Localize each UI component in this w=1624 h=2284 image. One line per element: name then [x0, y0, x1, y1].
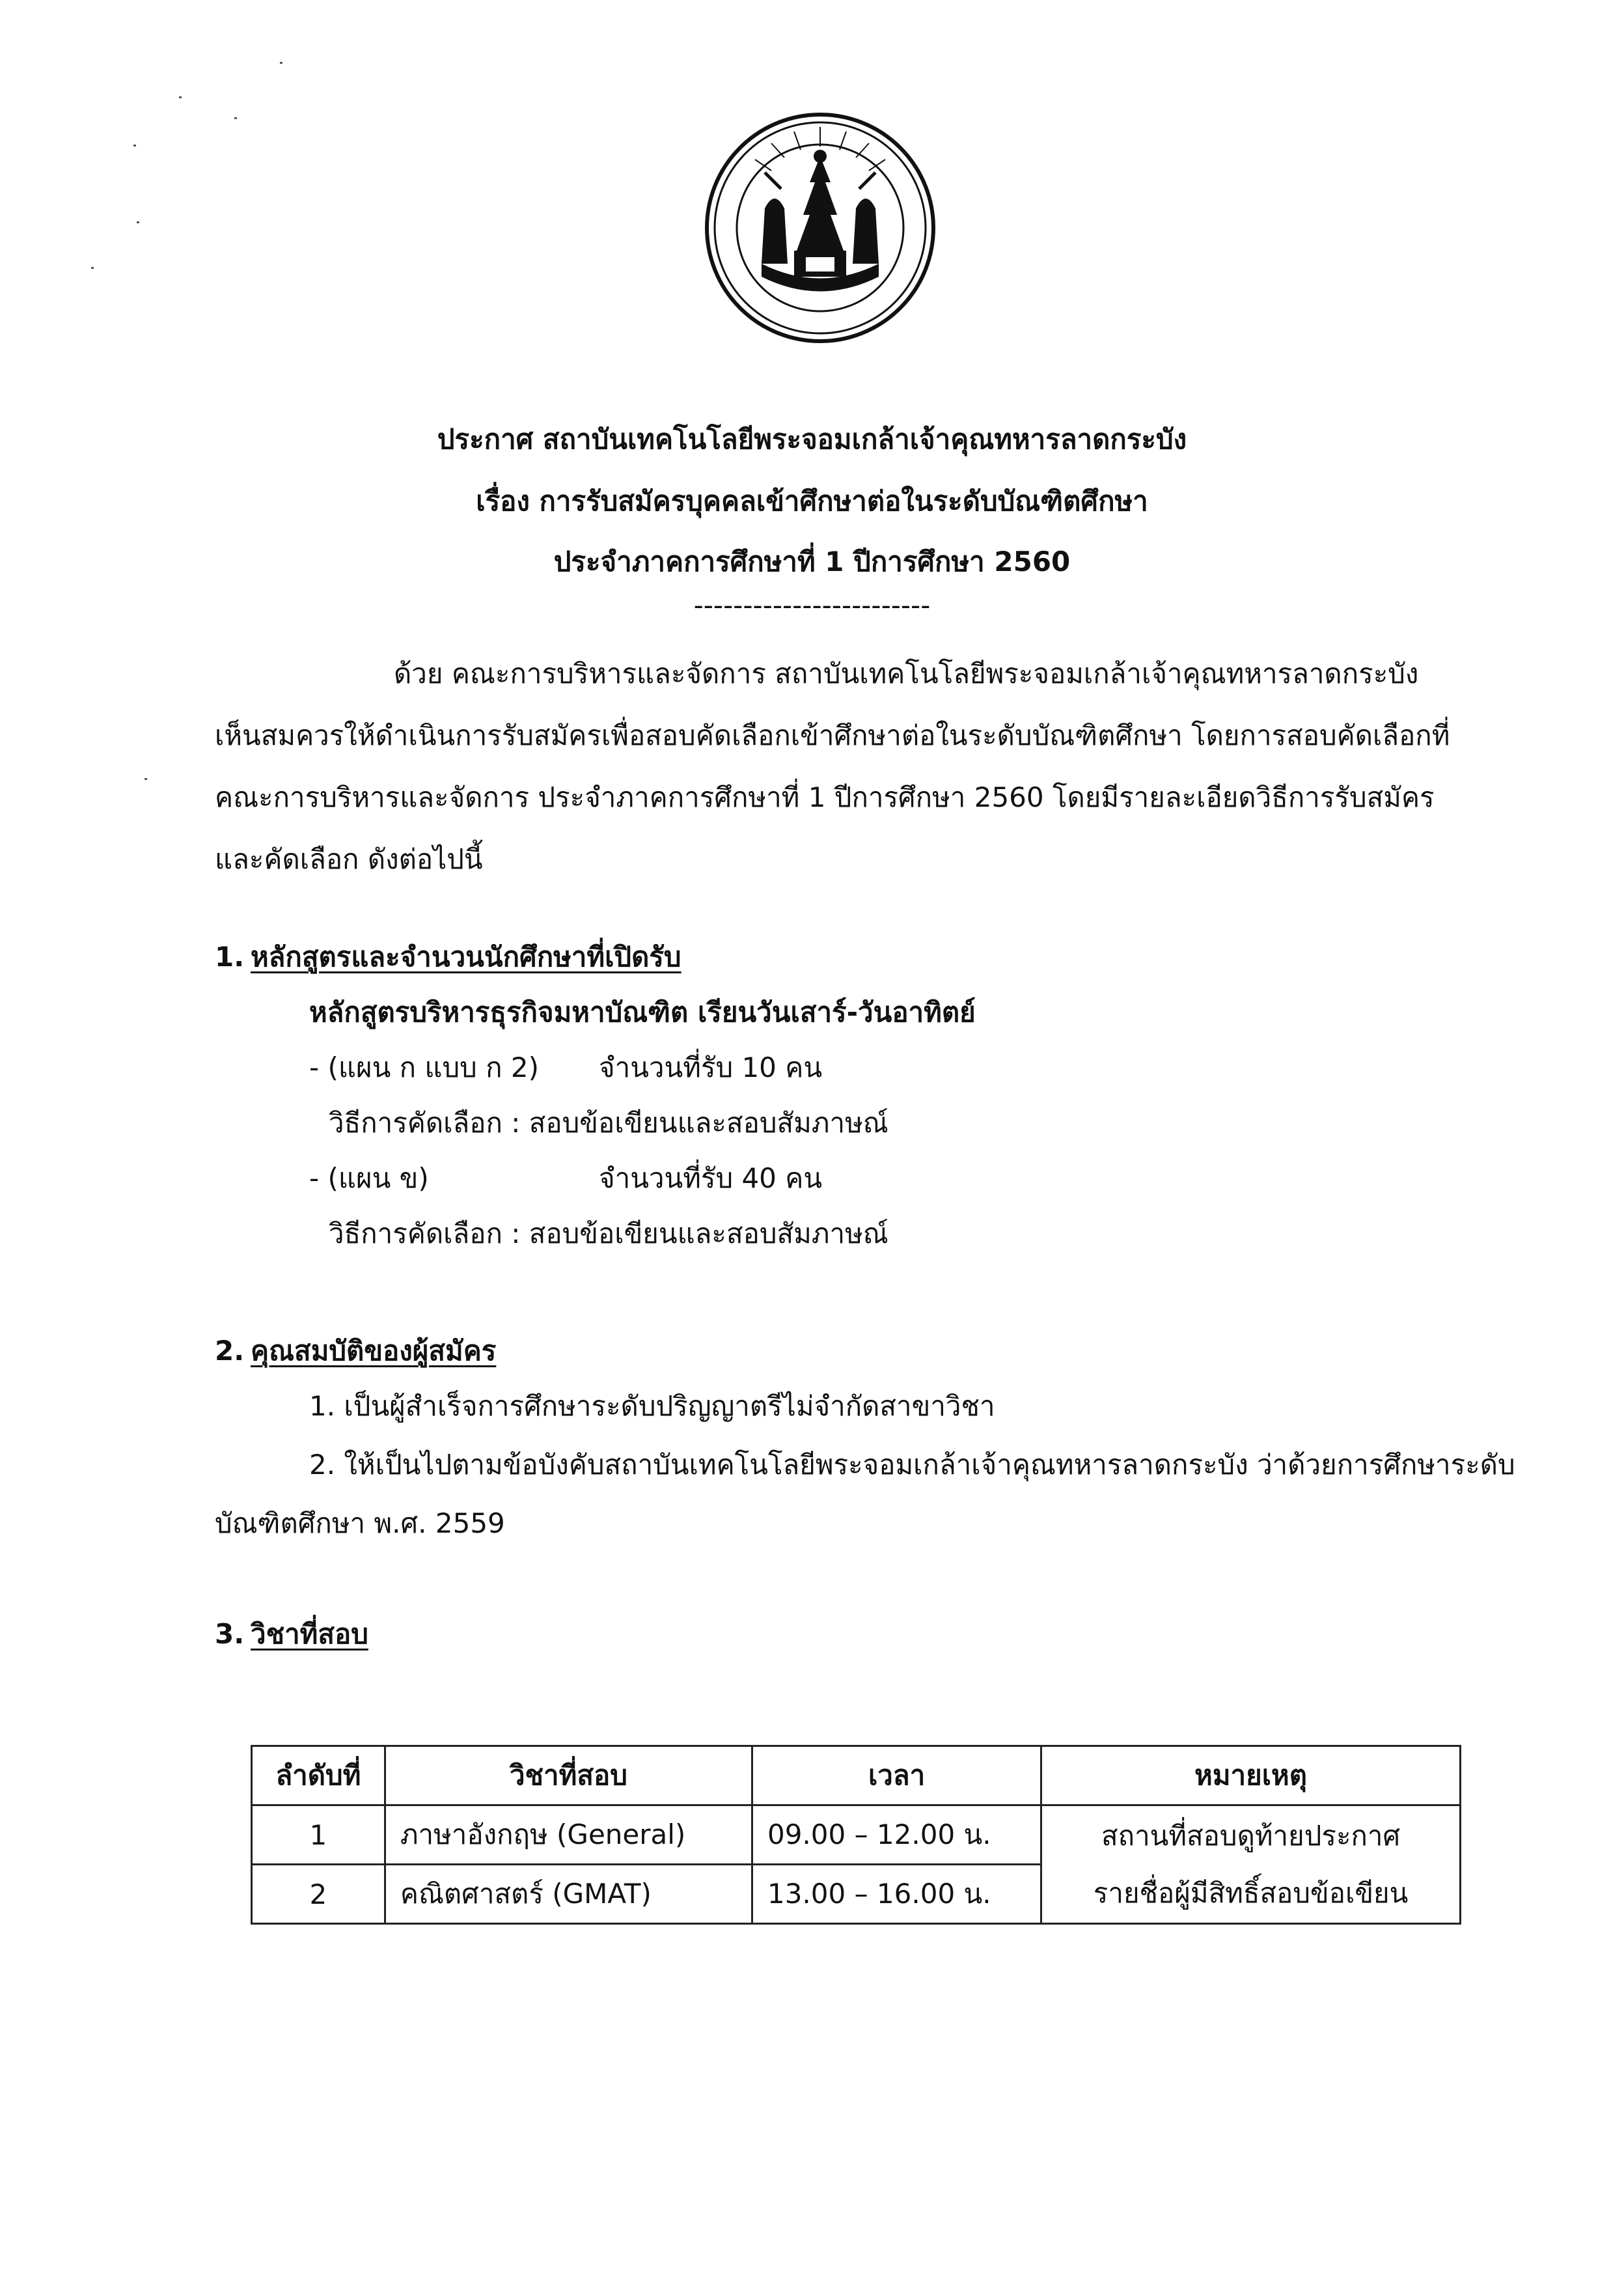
scan-speck: [234, 117, 237, 119]
table-row: [252, 1805, 1461, 1865]
plan-a-label: - (แผน ก แบบ ก 2): [309, 1051, 540, 1083]
column-header-subject: วิชาที่สอบ: [385, 1746, 752, 1805]
qualification-item-2-cont: บัณฑิตศึกษา พ.ศ. 2559: [215, 1507, 505, 1539]
intro-line-4: และคัดเลือก ดังต่อไปนี้: [215, 843, 483, 875]
scan-speck: [137, 221, 139, 223]
scan-speck: [133, 145, 136, 146]
exam-schedule-table: [251, 1745, 1461, 1925]
column-header-order: ลำดับที่: [252, 1746, 385, 1805]
qualification-item-1: 1. เป็นผู้สำเร็จการศึกษาระดับปริญญาตรีไม่จำกัดสาขาวิชา: [309, 1390, 995, 1422]
section-3-number: 3.: [215, 1618, 245, 1650]
exam-note-line-1: สถานที่สอบดูท้ายประกาศ: [1101, 1819, 1401, 1852]
intro-line-3: คณะการบริหารและจัดการ ประจำภาคการศึกษาที่ 1 ปีการศึกษา 2560 โดยมีรายละเอียดวิธีการรับสมัคร: [215, 781, 1435, 813]
section-1-title: หลักสูตรและจำนวนนักศึกษาที่เปิดรับ: [251, 941, 681, 973]
scan-speck: [145, 778, 147, 780]
plan-a-method: วิธีการคัดเลือก : สอบข้อเขียนและสอบสัมภาษณ์: [329, 1107, 888, 1139]
institute-seal-logo: [703, 111, 937, 345]
intro-line-2: เห็นสมควรให้ดำเนินการรับสมัครเพื่อสอบคัดเลือกเข้าศึกษาต่อในระดับบัณฑิตศึกษา โดยการสอบคัดเลือกที่: [215, 719, 1450, 751]
program-name: หลักสูตรบริหารธุรกิจมหาบัณฑิต เรียนวันเสาร์-วันอาทิตย์: [309, 996, 976, 1028]
row-subject: คณิตศาสตร์ (GMAT): [385, 1865, 752, 1924]
header-divider: ------------------------: [693, 589, 931, 621]
section-2-title: คุณสมบัติของผู้สมัคร: [251, 1335, 497, 1367]
table-header-row: [252, 1746, 1461, 1805]
section-2-number: 2.: [215, 1335, 245, 1367]
section-1-number: 1.: [215, 941, 245, 973]
announcement-subject: เรื่อง การรับสมัครบุคคลเข้าศึกษาต่อในระดับบัณฑิตศึกษา: [476, 485, 1148, 517]
qualification-item-2: 2. ให้เป็นไปตามข้อบังคับสถาบันเทคโนโลยีพระจอมเกล้าเจ้าคุณทหารลาดกระบัง ว่าด้วยการศึกษาระดับ: [309, 1449, 1515, 1481]
row-order: 2: [252, 1865, 385, 1924]
plan-a-quota: จำนวนที่รับ 10 คน: [599, 1051, 823, 1083]
row-subject: ภาษาอังกฤษ (General): [385, 1805, 752, 1865]
exam-note-line-2: รายชื่อผู้มีสิทธิ์สอบข้อเขียน: [1093, 1876, 1409, 1909]
announcement-title: ประกาศ สถาบันเทคโนโลยีพระจอมเกล้าเจ้าคุณทหารลาดกระบัง: [437, 423, 1187, 455]
row-time: 13.00 – 16.00 น.: [752, 1865, 1041, 1924]
intro-line-1: ด้วย คณะการบริหารและจัดการ สถาบันเทคโนโลยีพระจอมเกล้าเจ้าคุณทหารลาดกระบัง: [394, 658, 1419, 689]
scan-speck: [179, 96, 182, 98]
section-3-title: วิชาที่สอบ: [251, 1618, 368, 1650]
scan-speck: [91, 267, 94, 269]
column-header-time: เวลา: [752, 1746, 1041, 1805]
row-order: 1: [252, 1805, 385, 1865]
plan-b-label: - (แผน ข): [309, 1162, 429, 1194]
column-header-note: หมายเหตุ: [1041, 1746, 1461, 1805]
announcement-term: ประจำภาคการศึกษาที่ 1 ปีการศึกษา 2560: [553, 546, 1071, 578]
row-time: 09.00 – 12.00 น.: [752, 1805, 1041, 1865]
exam-note: [1041, 1805, 1461, 1924]
scan-speck: [280, 62, 282, 64]
plan-b-method: วิธีการคัดเลือก : สอบข้อเขียนและสอบสัมภาษณ์: [329, 1218, 888, 1249]
plan-b-quota: จำนวนที่รับ 40 คน: [599, 1162, 823, 1194]
